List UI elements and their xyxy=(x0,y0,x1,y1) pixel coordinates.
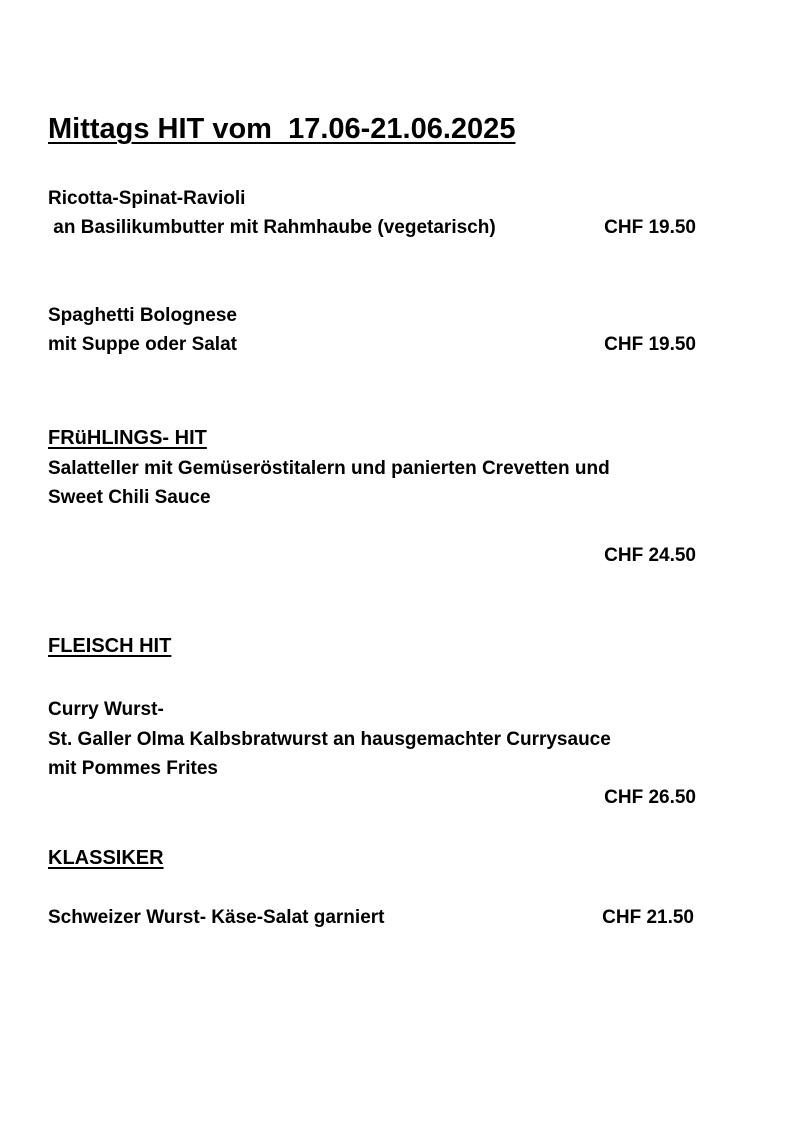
fruehlings-hit-price: CHF 24.50 xyxy=(604,545,696,566)
fleisch-hit-description-line2: mit Pommes Frites xyxy=(48,758,218,779)
item-ravioli-name: Ricotta-Spinat-Ravioli xyxy=(48,188,246,209)
item-ravioli-price: CHF 19.50 xyxy=(604,217,696,238)
section-heading-fleisch-hit: FLEISCH HIT xyxy=(48,635,172,657)
fruehlings-hit-description-line1: Salatteller mit Gemüseröstitalern und panierten Crevetten und xyxy=(48,458,610,479)
item-spaghetti-price: CHF 19.50 xyxy=(604,334,696,355)
section-heading-klassiker: KLASSIKER xyxy=(48,847,164,869)
fleisch-hit-name: Curry Wurst- xyxy=(48,699,164,720)
klassiker-price: CHF 21.50 xyxy=(602,907,694,928)
fleisch-hit-price: CHF 26.50 xyxy=(604,787,696,808)
klassiker-item-name: Schweizer Wurst- Käse-Salat garniert xyxy=(48,907,385,928)
page-title: Mittags HIT vom 17.06-21.06.2025 xyxy=(48,113,516,145)
section-heading-fruehlings-hit: FRüHLINGS- HIT xyxy=(48,427,207,449)
item-ravioli-description: an Basilikumbutter mit Rahmhaube (vegetarisch) xyxy=(48,217,496,238)
item-spaghetti-name: Spaghetti Bolognese xyxy=(48,305,237,326)
fruehlings-hit-description-line2: Sweet Chili Sauce xyxy=(48,487,211,508)
item-spaghetti-description: mit Suppe oder Salat xyxy=(48,334,237,355)
fleisch-hit-description-line1: St. Galler Olma Kalbsbratwurst an hausgemachter Currysauce xyxy=(48,729,611,750)
